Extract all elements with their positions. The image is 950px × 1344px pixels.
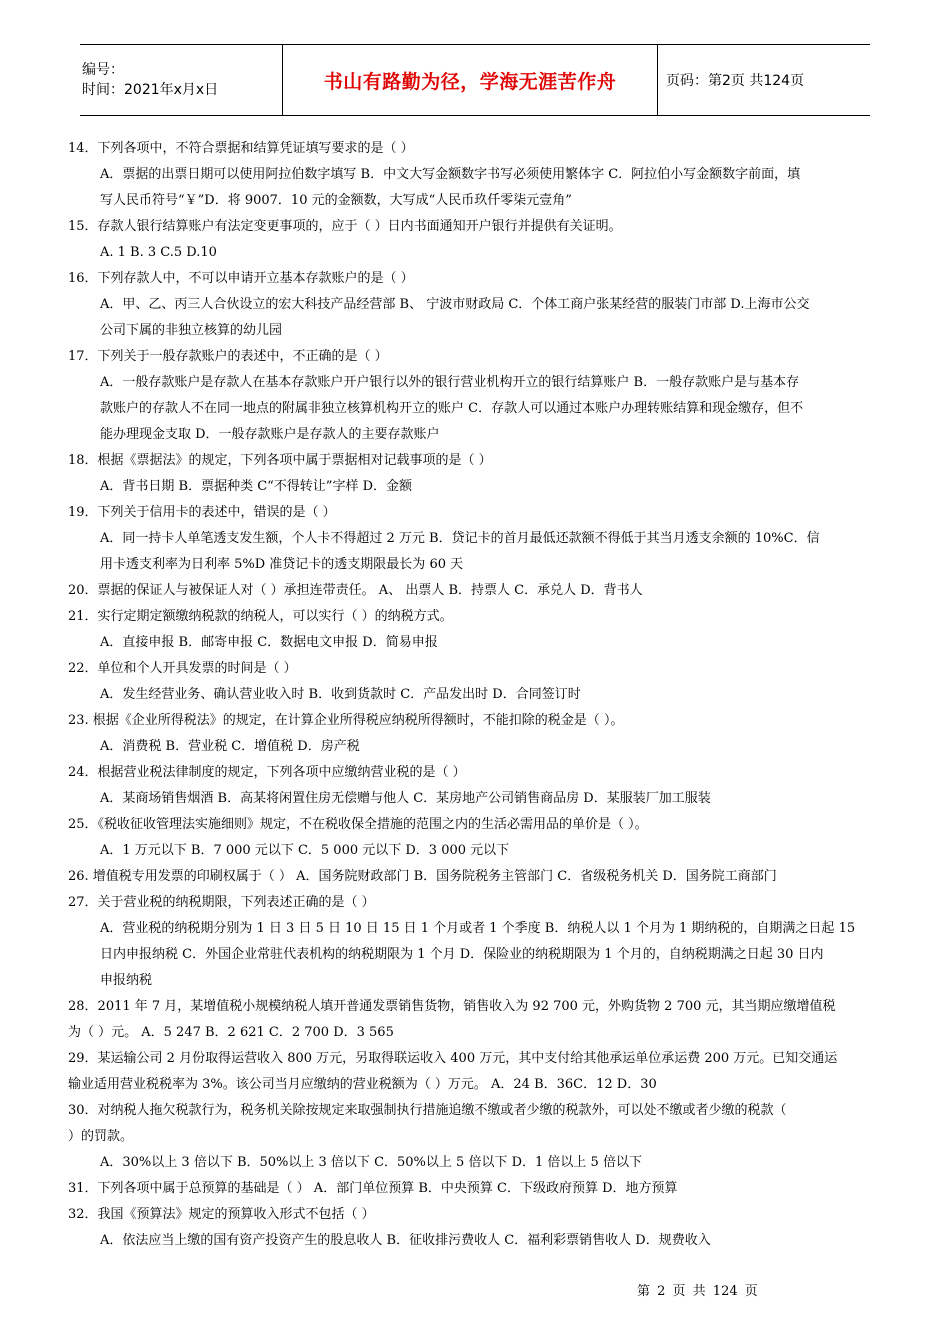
question-line: 22．单位和个人开具发票的时间是（ ） <box>68 661 297 676</box>
question-line: 24．根据营业税法律制度的规定，下列各项中应缴纳营业税的是（ ） <box>68 765 466 780</box>
question-line: 26. 增值税专用发票的印刷权属于（ ） A．国务院财政部门 B．国务院税务主管部门 C．省级税务机关 D．国务院工商部门 <box>68 869 777 884</box>
question-line: 31．下列各项中属于总预算的基础是（ ） A．部门单位预算 B．中央预算 C．下级政府预算 D．地方预算 <box>68 1181 678 1196</box>
question-line: 输业适用营业税税率为 3%。该公司当月应缴纳的营业税额为（ ）万元。 A．24 B．36C．12 D．30 <box>68 1077 657 1092</box>
page-header <box>80 44 870 116</box>
option-line: A．甲、乙、丙三人合伙设立的宏大科技产品经营部 B、 宁波市财政局 C．个体工商户张某经营的服装门市部 D.上海市公交 <box>100 297 810 312</box>
header-page-info-cell <box>658 45 870 115</box>
question-line: 19．下列关于信用卡的表述中，错误的是（ ） <box>68 505 336 520</box>
question-line: 14．下列各项中，不符合票据和结算凭证填写要求的是（ ） <box>68 141 414 156</box>
motto: 书山有路勤为径，学海无涯苦作舟 <box>323 70 617 93</box>
question-line: 16．下列存款人中，不可以申请开立基本存款账户的是（ ） <box>68 271 414 286</box>
option-line: 公司下属的非独立核算的幼儿园 <box>100 323 283 338</box>
option-line: A．直接申报 B．邮寄申报 C．数据电文申报 D．简易申报 <box>100 635 438 650</box>
question-line: 为（ ）元。 A．5 247 B．2 621 C．2 700 D．3 565 <box>68 1025 394 1040</box>
option-line: 能办理现金支取 D．一般存款账户是存款人的主要存款账户 <box>100 427 440 442</box>
question-line: 18．根据《票据法》的规定，下列各项中属于票据相对记载事项的是（ ） <box>68 453 492 468</box>
option-line: A．票据的出票日期可以使用阿拉伯数字填写 B．中文大写金额数字书写必须使用繁体字 C．阿拉伯小写金额数字前面，填 <box>100 167 801 182</box>
option-line: 写人民币符号“￥”D．将 9007．10 元的金额数，大写成“人民币玖仟零柒元壹角” <box>100 193 572 208</box>
header-motto-cell <box>283 45 658 115</box>
question-line: 29．某运输公司 2 月份取得运营收入 800 万元，另取得联运收入 400 万元，其中支付给其他承运单位承运费 200 万元。已知交通运 <box>68 1051 838 1066</box>
option-line: 日内申报纳税 C．外国企业常驻代表机构的纳税期限为 1 个月 D．保险业的纳税期限为 1 个月的，自纳税期满之日起 30 日内 <box>100 947 824 962</box>
page-footer: 第 2 页 共 124 页 <box>637 1284 758 1299</box>
option-line: A．1 万元以下 B．7 000 元以下 C．5 000 元以下 D．3 000 元以下 <box>100 843 510 858</box>
option-line: A．某商场销售烟酒 B．高某将闲置住房无偿赠与他人 C．某房地产公司销售商品房 D．某服装厂加工服装 <box>100 791 711 806</box>
option-line: A．发生经营业务、确认营业收入时 B．收到货款时 C．产品发出时 D．合同签订时 <box>100 687 581 702</box>
option-line: A．背书日期 B．票据种类 C“不得转让”字样 D．金额 <box>100 479 413 494</box>
option-line: 用卡透支利率为日利率 5%D 准贷记卡的透支期限最长为 60 天 <box>100 557 464 572</box>
option-line: A．消费税 B．营业税 C．增值税 D．房产税 <box>100 739 360 754</box>
question-line: 21．实行定期定额缴纳税款的纳税人，可以实行（ ）的纳税方式。 <box>68 609 453 624</box>
option-line: A. 1 B. 3 C.5 D.10 <box>100 245 217 260</box>
code-label: 编号： <box>82 62 124 78</box>
option-line: A．营业税的纳税期分别为 1 日 3 日 5 日 10 日 15 日 1 个月或者 1 个季度 B．纳税人以 1 个月为 1 期纳税的，自期满之日起 15 <box>100 921 856 936</box>
question-line: 17．下列关于一般存款账户的表述中，不正确的是（ ） <box>68 349 388 364</box>
time-label: 时间：2021年x月x日 <box>82 82 219 98</box>
question-list <box>68 136 882 1254</box>
option-line: A．依法应当上缴的国有资产投资产生的股息收人 B．征收排污费收人 C．福利彩票销售收人 D．规费收入 <box>100 1233 711 1248</box>
option-line: 申报纳税 <box>100 973 153 988</box>
question-line: 32．我国《预算法》规定的预算收入形式不包括（ ） <box>68 1207 375 1222</box>
question-line: 15．存款人银行结算账户有法定变更事项的，应于（ ）日内书面通知开户银行并提供有关证明。 <box>68 219 622 234</box>
question-line: 20．票据的保证人与被保证人对（ ）承担连带责任。 A、 出票人 B．持票人 C．承兑人 D．背书人 <box>68 583 643 598</box>
question-line: 30．对纳税人拖欠税款行为，税务机关除按规定来取强制执行措施追缴不缴或者少缴的税款外，可以处不缴或者少缴的税款（ <box>68 1103 787 1118</box>
question-line: ）的罚款。 <box>68 1129 134 1144</box>
option-line: A．一般存款账户是存款人在基本存款账户开户银行以外的银行营业机构开立的银行结算账户 B．一般存款账户是与基本存 <box>100 375 800 390</box>
page-info: 页码：第2页 共124页 <box>666 73 805 89</box>
question-line: 28．2011 年 7 月，某增值税小规模纳税人填开普通发票销售货物，销售收入为 92 700 元，外购货物 2 700 元，其当期应缴增值税 <box>68 999 836 1014</box>
question-line: 23. 根据《企业所得税法》的规定，在计算企业所得税应纳税所得额时，不能扣除的税金是（ ）。 <box>68 713 624 728</box>
option-line: A．30%以上 3 倍以下 B．50%以上 3 倍以下 C．50%以上 5 倍以下 D．1 倍以上 5 倍以下 <box>100 1155 642 1170</box>
option-line: A．同一持卡人单笔透支发生额，个人卡不得超过 2 万元 B．贷记卡的首月最低还款额不得低于其当月透支余额的 10%C．信 <box>100 531 820 546</box>
question-line: 27．关于营业税的纳税期限，下列表述正确的是（ ） <box>68 895 375 910</box>
header-meta <box>80 45 283 115</box>
option-line: 款账户的存款人不在同一地点的附属非独立核算机构开立的账户 C．存款人可以通过本账户办理转账结算和现金缴存，但不 <box>100 401 804 416</box>
question-line: 25．《税收征收管理法实施细则》规定，不在税收保全措施的范围之内的生活必需用品的单价是（ ）。 <box>68 817 648 832</box>
